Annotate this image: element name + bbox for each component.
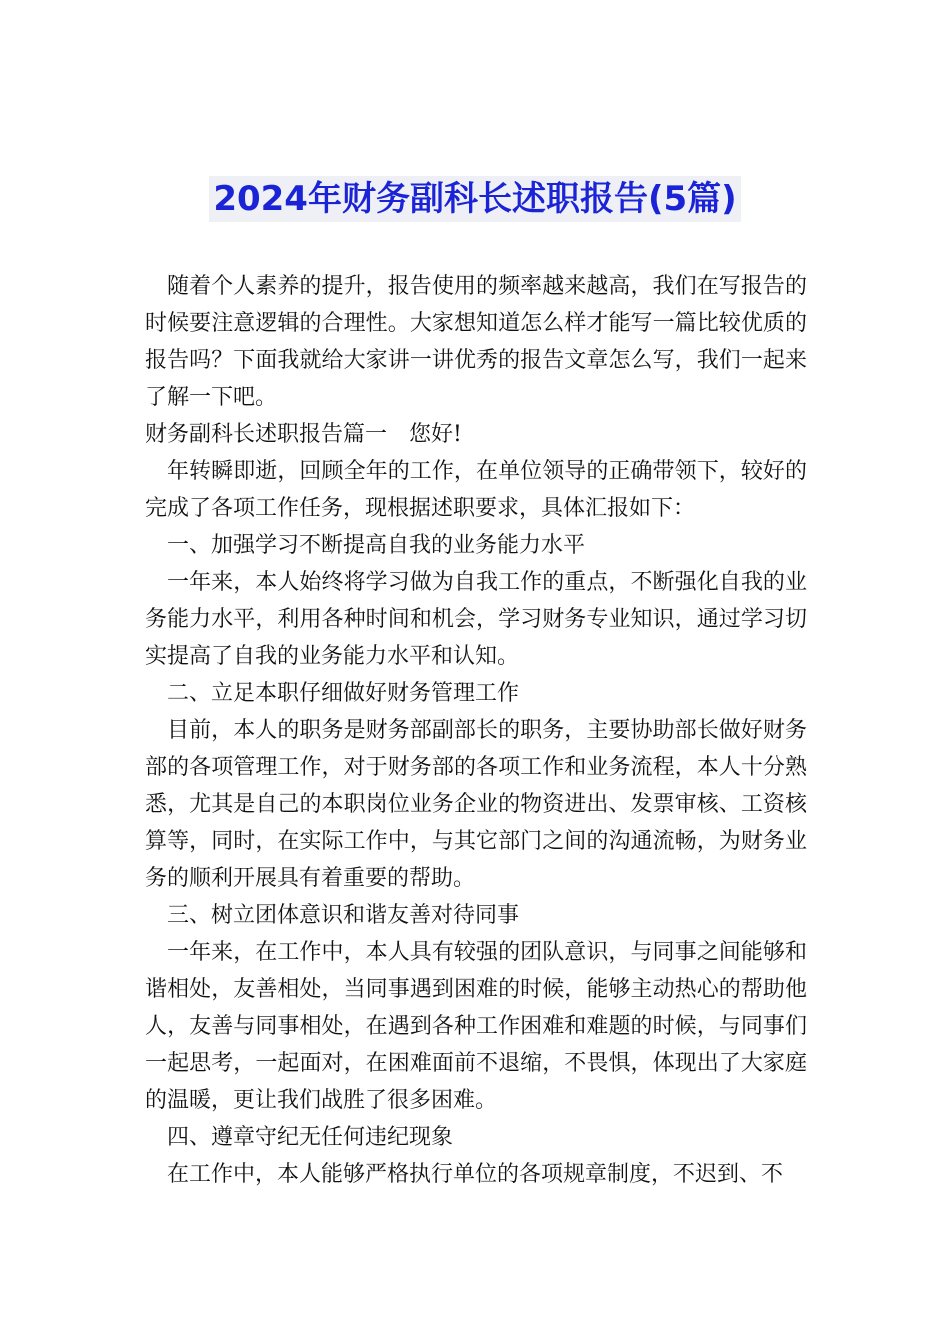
document-body xyxy=(145,268,807,1193)
paragraph-3: 目前，本人的职务是财务部副部长的职务，主要协助部长做好财务部的各项管理工作，对于财务部的各项工作和业务流程，本人十分熟悉，尤其是自己的本职岗位业务企业的物资进出、发票审核、工资核算等，同时，在实际工作中，与其它部门之间的沟通流畅，为财务业务的顺利开展具有着重要的帮助。 xyxy=(145,718,807,891)
document-title: 2024年财务副科长述职报告(5篇) xyxy=(209,176,740,222)
paragraph-2: 一年来，本人始终将学习做为自我工作的重点，不断强化自我的业务能力水平，利用各种时间和机会，学习财务专业知识，通过学习切实提高了自我的业务能力水平和认知。 xyxy=(145,570,807,669)
heading-1: 一、加强学习不断提高自我的业务能力水平 xyxy=(167,533,586,558)
heading-4: 四、遵章守纪无任何违纪现象 xyxy=(167,1125,454,1150)
section-title: 财务副科长述职报告篇一 xyxy=(145,422,388,447)
heading-3: 三、树立团体意识和谐友善对待同事 xyxy=(167,903,520,928)
title-container xyxy=(0,176,950,222)
intro-paragraph: 随着个人素养的提升，报告使用的频率越来越高，我们在写报告的时候要注意逻辑的合理性。大家想知道怎么样才能写一篇比较优质的报告吗？下面我就给大家讲一讲优秀的报告文章怎么写，我们一起来了解一下吧。 xyxy=(145,274,807,410)
paragraph-5: 在工作中，本人能够严格执行单位的各项规章制度，不迟到、不 xyxy=(167,1162,784,1187)
section-line xyxy=(145,416,807,453)
heading-2: 二、立足本职仔细做好财务管理工作 xyxy=(167,681,520,706)
paragraph-1: 年转瞬即逝，回顾全年的工作，在单位领导的正确带领下，较好的完成了各项工作任务，现根据述职要求，具体汇报如下： xyxy=(145,459,807,521)
greeting-text: 您好! xyxy=(409,422,462,447)
paragraph-4: 一年来，在工作中，本人具有较强的团队意识，与同事之间能够和谐相处，友善相处，当同事遇到困难的时候，能够主动热心的帮助他人，友善与同事相处，在遇到各种工作困难和难题的时候，与同事们一起思考，一起面对，在困难面前不退缩，不畏惧，体现出了大家庭的温暖，更让我们战胜了很多困难。 xyxy=(145,940,807,1113)
